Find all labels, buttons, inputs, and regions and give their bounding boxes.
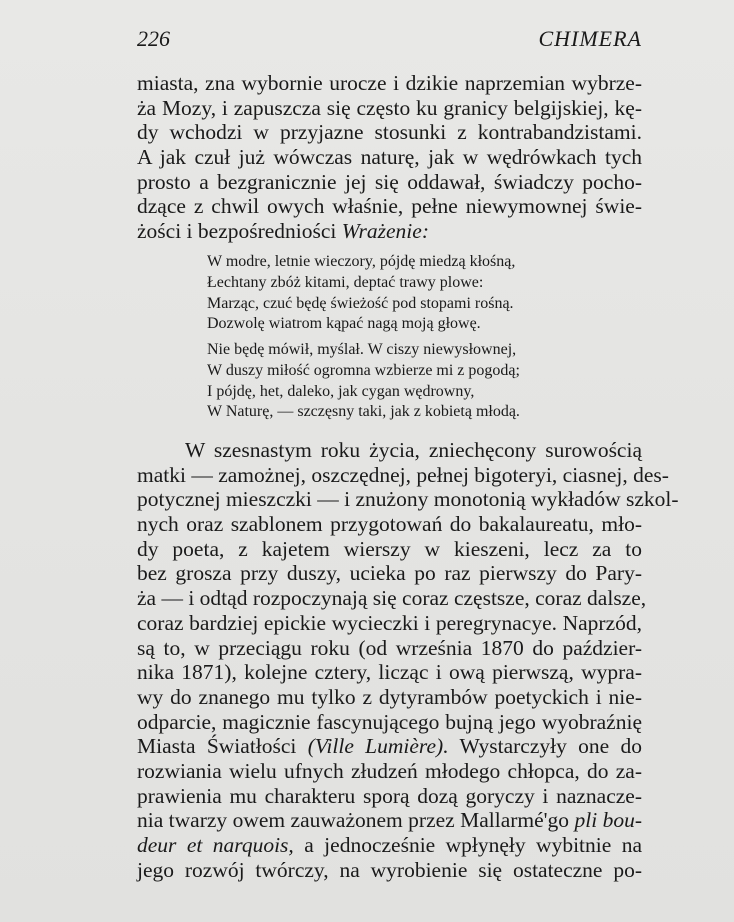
text-line: dzące z chwil owych właśnie, pełne niewymownej świe- [137, 194, 642, 219]
text-line: ża — i odtąd rozpoczynają się coraz częstsze, coraz dalsze, [137, 586, 647, 611]
text-fragment: nia twarzy owem zauważonem przez Mallarmé'go [137, 808, 570, 833]
text-line: są to, w przeciągu roku (od września 1870 do paździer- [137, 635, 642, 660]
verse-line: W duszy miłość ogromna wzbierze mi z pogodą; [207, 361, 520, 379]
verse-line: Nie będę mówił, myślał. W ciszy niewysłownej, [207, 341, 517, 358]
poem-stanza-2 [207, 340, 607, 423]
verse-line: I pójdę, het, daleko, jak cygan wędrowny, [207, 382, 475, 400]
text-line: ża Mozy, i zapuszcza się często ku granicy belgijskiej, kę- [137, 95, 642, 120]
italic-phrase: (Ville Lumière). [307, 734, 449, 759]
text-line: matki — zamożnej, oszczędnej, pełnej bigoteryi, ciasnej, des- [137, 462, 669, 487]
text-line: coraz bardziej epickie wycieczki i peregrynacye. Naprzód, [137, 610, 642, 635]
text-line: wy do znanego mu tylko z dytyrambów poetyckich i nie- [137, 684, 642, 709]
text-line: bez grosza przy duszy, ucieka po raz pierwszy do Pary- [137, 561, 642, 586]
page-header [137, 26, 642, 54]
text-line: dy poeta, z kajetem wierszy w kieszeni, lecz za to [137, 536, 642, 561]
text-line: odparcie, magicznie fascynującego bujną jego wyobraźnię [137, 709, 642, 734]
paragraph-2 [137, 438, 679, 882]
italic-phrase: pli bou- [574, 808, 643, 833]
text-line: rozwiania wielu ufnych złudzeń młodego chłopca, do za- [137, 758, 642, 783]
text-line [137, 808, 642, 833]
text-line: nych oraz szablonem przygotowań do bakalaureatu, mło- [137, 512, 642, 537]
verse-line: Marząc, czuć będę świeżość pod stopami rośną. [207, 294, 514, 312]
paragraph-1 [137, 71, 642, 244]
text-line [137, 734, 642, 759]
text-line: W szesnastym roku życia, zniechęcony surowością [185, 438, 642, 462]
text-line: dy wchodzi w przyjazne stosunki z kontrabandzistami. [137, 120, 642, 145]
text-fragment: a jednocześnie wpłynęły wybitnie na [304, 833, 642, 857]
text-line: miasta, zna wybornie urocze i dzikie naprzemian wybrze- [137, 71, 642, 95]
verse-line: W modre, letnie wieczory, pójdę miedzą kłośną, [207, 253, 516, 270]
text-fragment: Miasta Światłości [137, 734, 297, 759]
verse-line: Dozwolę wiatrom kąpać nagą moją głowę. [207, 315, 481, 333]
text-line: prosto a bezgranicznie jej się oddawał, świadczy pocho- [137, 169, 642, 194]
verse-line: Łechtany zbóż kitami, deptać trawy plowe: [207, 273, 484, 291]
text-line [137, 833, 642, 858]
text-line [137, 219, 642, 244]
text-line: jego rozwój twórczy, na wyrobienie się ostateczne po- [137, 857, 642, 882]
poem-title: Wrażenie: [341, 219, 429, 244]
text-fragment: żości i bezpośredniości [137, 219, 337, 244]
running-title: CHIMERA [538, 26, 642, 51]
verse-line: W Naturę, — szczęsny taki, jak z kobietą młodą. [207, 403, 520, 421]
text-line: prawienia mu charakteru sporą dozą goryczy i naznacze- [137, 783, 642, 808]
text-fragment: Wystarczyły one do [459, 734, 642, 759]
page-number: 226 [137, 26, 170, 51]
text-line: A jak czuł już wówczas naturę, jak w wędrówkach tych [137, 145, 642, 170]
text-line: potycznej mieszczki — i znużony monotonią wykładów szkol- [137, 487, 679, 512]
italic-phrase: deur et narquois, [137, 833, 294, 857]
text-line: nika 1871), kolejne cztery, licząc i ową pierwszą, wypra- [137, 660, 642, 685]
poem-stanza-1 [207, 252, 607, 335]
